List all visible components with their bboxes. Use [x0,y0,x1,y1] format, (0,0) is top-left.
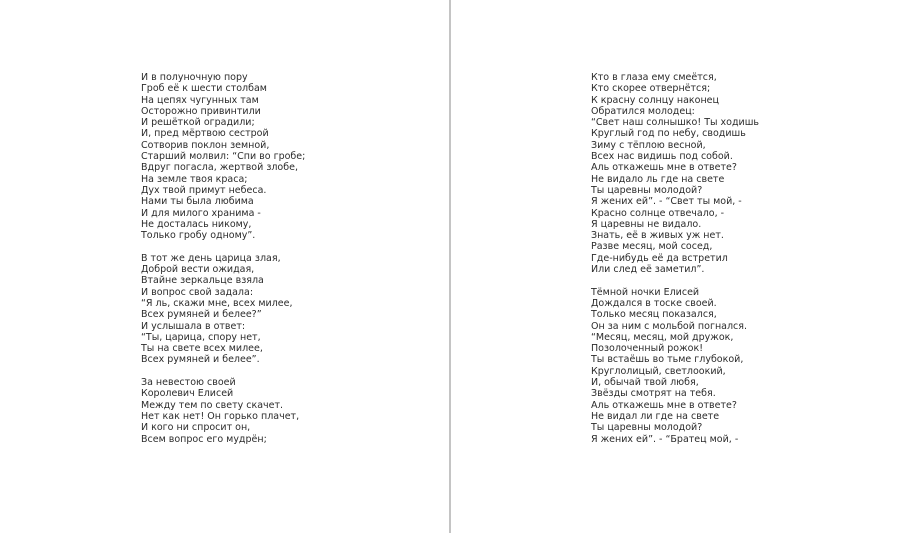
poem-line: Ты на свете всех милее, [141,343,263,355]
poem-line: “Ты, царица, спору нет, [141,331,261,343]
stanza [141,253,305,366]
poem-line: Я царевны не видало. [591,218,702,230]
poem-line: И, пред мёртвою сестрой [141,128,269,140]
poem-line: И для милого хранима - [141,207,261,219]
poem-line: Я жених ей”. - “Братец мой, - [591,433,739,445]
poem-line: Вдруг погасла, жертвой злобе, [141,162,298,174]
poem-line: Ты царевны молодой? [591,422,703,434]
poem-line: К красну солнцу наконец [591,94,719,106]
poem-line: Всех румяней и белее?” [141,309,262,321]
poem-line: Нет как нет! Он горько плачет, [141,410,300,422]
poem-line: “Месяц, месяц, мой дружок, [591,331,734,343]
left-text-column [141,72,305,445]
stanza [141,72,305,241]
stanza [591,287,759,445]
right-page [451,0,900,533]
poem-line: На цепях чугунных там [141,94,259,106]
poem-line: Обратился молодец: [591,105,695,117]
poem-line: Не видало ль где на свете [591,173,725,185]
poem-line: Сотворив поклон земной, [141,139,270,151]
poem-line: “Я ль, скажи мне, всех милее, [141,297,293,309]
poem-line: Где-нибудь её да встретил [591,252,728,264]
poem-line: Знать, её в живых уж нет. [591,230,724,242]
poem-line: Доброй вести ожидая, [141,264,255,276]
poem-line: Осторожно привинтили [141,105,261,117]
poem-line: Он за ним с мольбой погнался. [591,320,748,332]
poem-line: Позолоченный рожок! [591,343,704,355]
poem-line: Аль откажешь мне в ответе? [591,162,737,174]
poem-line: Только гробу одному”. [141,230,256,242]
poem-line: Зиму с тёплою весной, [591,139,706,151]
poem-line: На земле твоя краса; [141,173,248,185]
poem-line: Тёмной ночки Елисей [591,286,700,298]
poem-line: Аль откажешь мне в ответе? [591,399,737,411]
stanza [591,72,759,275]
poem-line: Гроб её к шести столбам [141,83,267,95]
poem-line: Кто скорее отвернётся; [591,83,711,95]
poem-line: Или след её заметил”. [591,264,705,276]
poem-line: И вопрос свой задала: [141,286,254,298]
poem-line: Ты царевны молодой? [591,184,703,196]
left-page [0,0,449,533]
poem-line: В тот же день царица злая, [141,252,281,264]
poem-line: Звёзды смотрят на тебя. [591,388,716,400]
right-text-column [591,72,759,445]
poem-line: Красно солнце отвечало, - [591,207,725,219]
poem-line: Круглый год по небу, сводишь [591,128,746,140]
poem-line: Старший молвил: “Спи во гробе; [141,151,306,163]
poem-line: И решёткой оградили; [141,117,255,129]
poem-line: Ты встаёшь во тьме глубокой, [591,354,744,366]
poem-line: За невестою своей [141,377,236,389]
poem-line: Между тем по свету скачет. [141,399,284,411]
poem-line: Нами ты была любима [141,196,254,208]
poem-line: Не досталась никому, [141,218,252,230]
poem-line: И в полуночную пору [141,72,248,83]
poem-line: И услышала в ответ: [141,320,246,332]
poem-line: Я жених ей”. - “Свет ты мой, - [591,196,742,208]
poem-line: Дух твой примут небеса. [141,184,267,196]
poem-line: Только месяц показался, [591,309,717,321]
poem-line: Всех румяней и белее”. [141,354,260,366]
poem-line: И, обычай твой любя, [591,377,699,389]
poem-line: Втайне зеркальце взяла [141,275,264,287]
poem-line: Разве месяц, мой сосед, [591,241,713,253]
poem-line: И кого ни спросит он, [141,422,251,434]
poem-line: Круглолицый, светлоокий, [591,365,726,377]
poem-line: Всем вопрос его мудрён; [141,433,267,445]
poem-line: Королевич Елисей [141,388,234,400]
stanza [141,377,305,445]
poem-line: “Свет наш солнышко! Ты ходишь [591,117,759,129]
poem-line: Не видал ли где на свете [591,410,720,422]
poem-line: Кто в глаза ему смеётся, [591,72,717,83]
poem-line: Всех нас видишь под собой. [591,151,733,163]
poem-line: Дождался в тоске своей. [591,297,717,309]
